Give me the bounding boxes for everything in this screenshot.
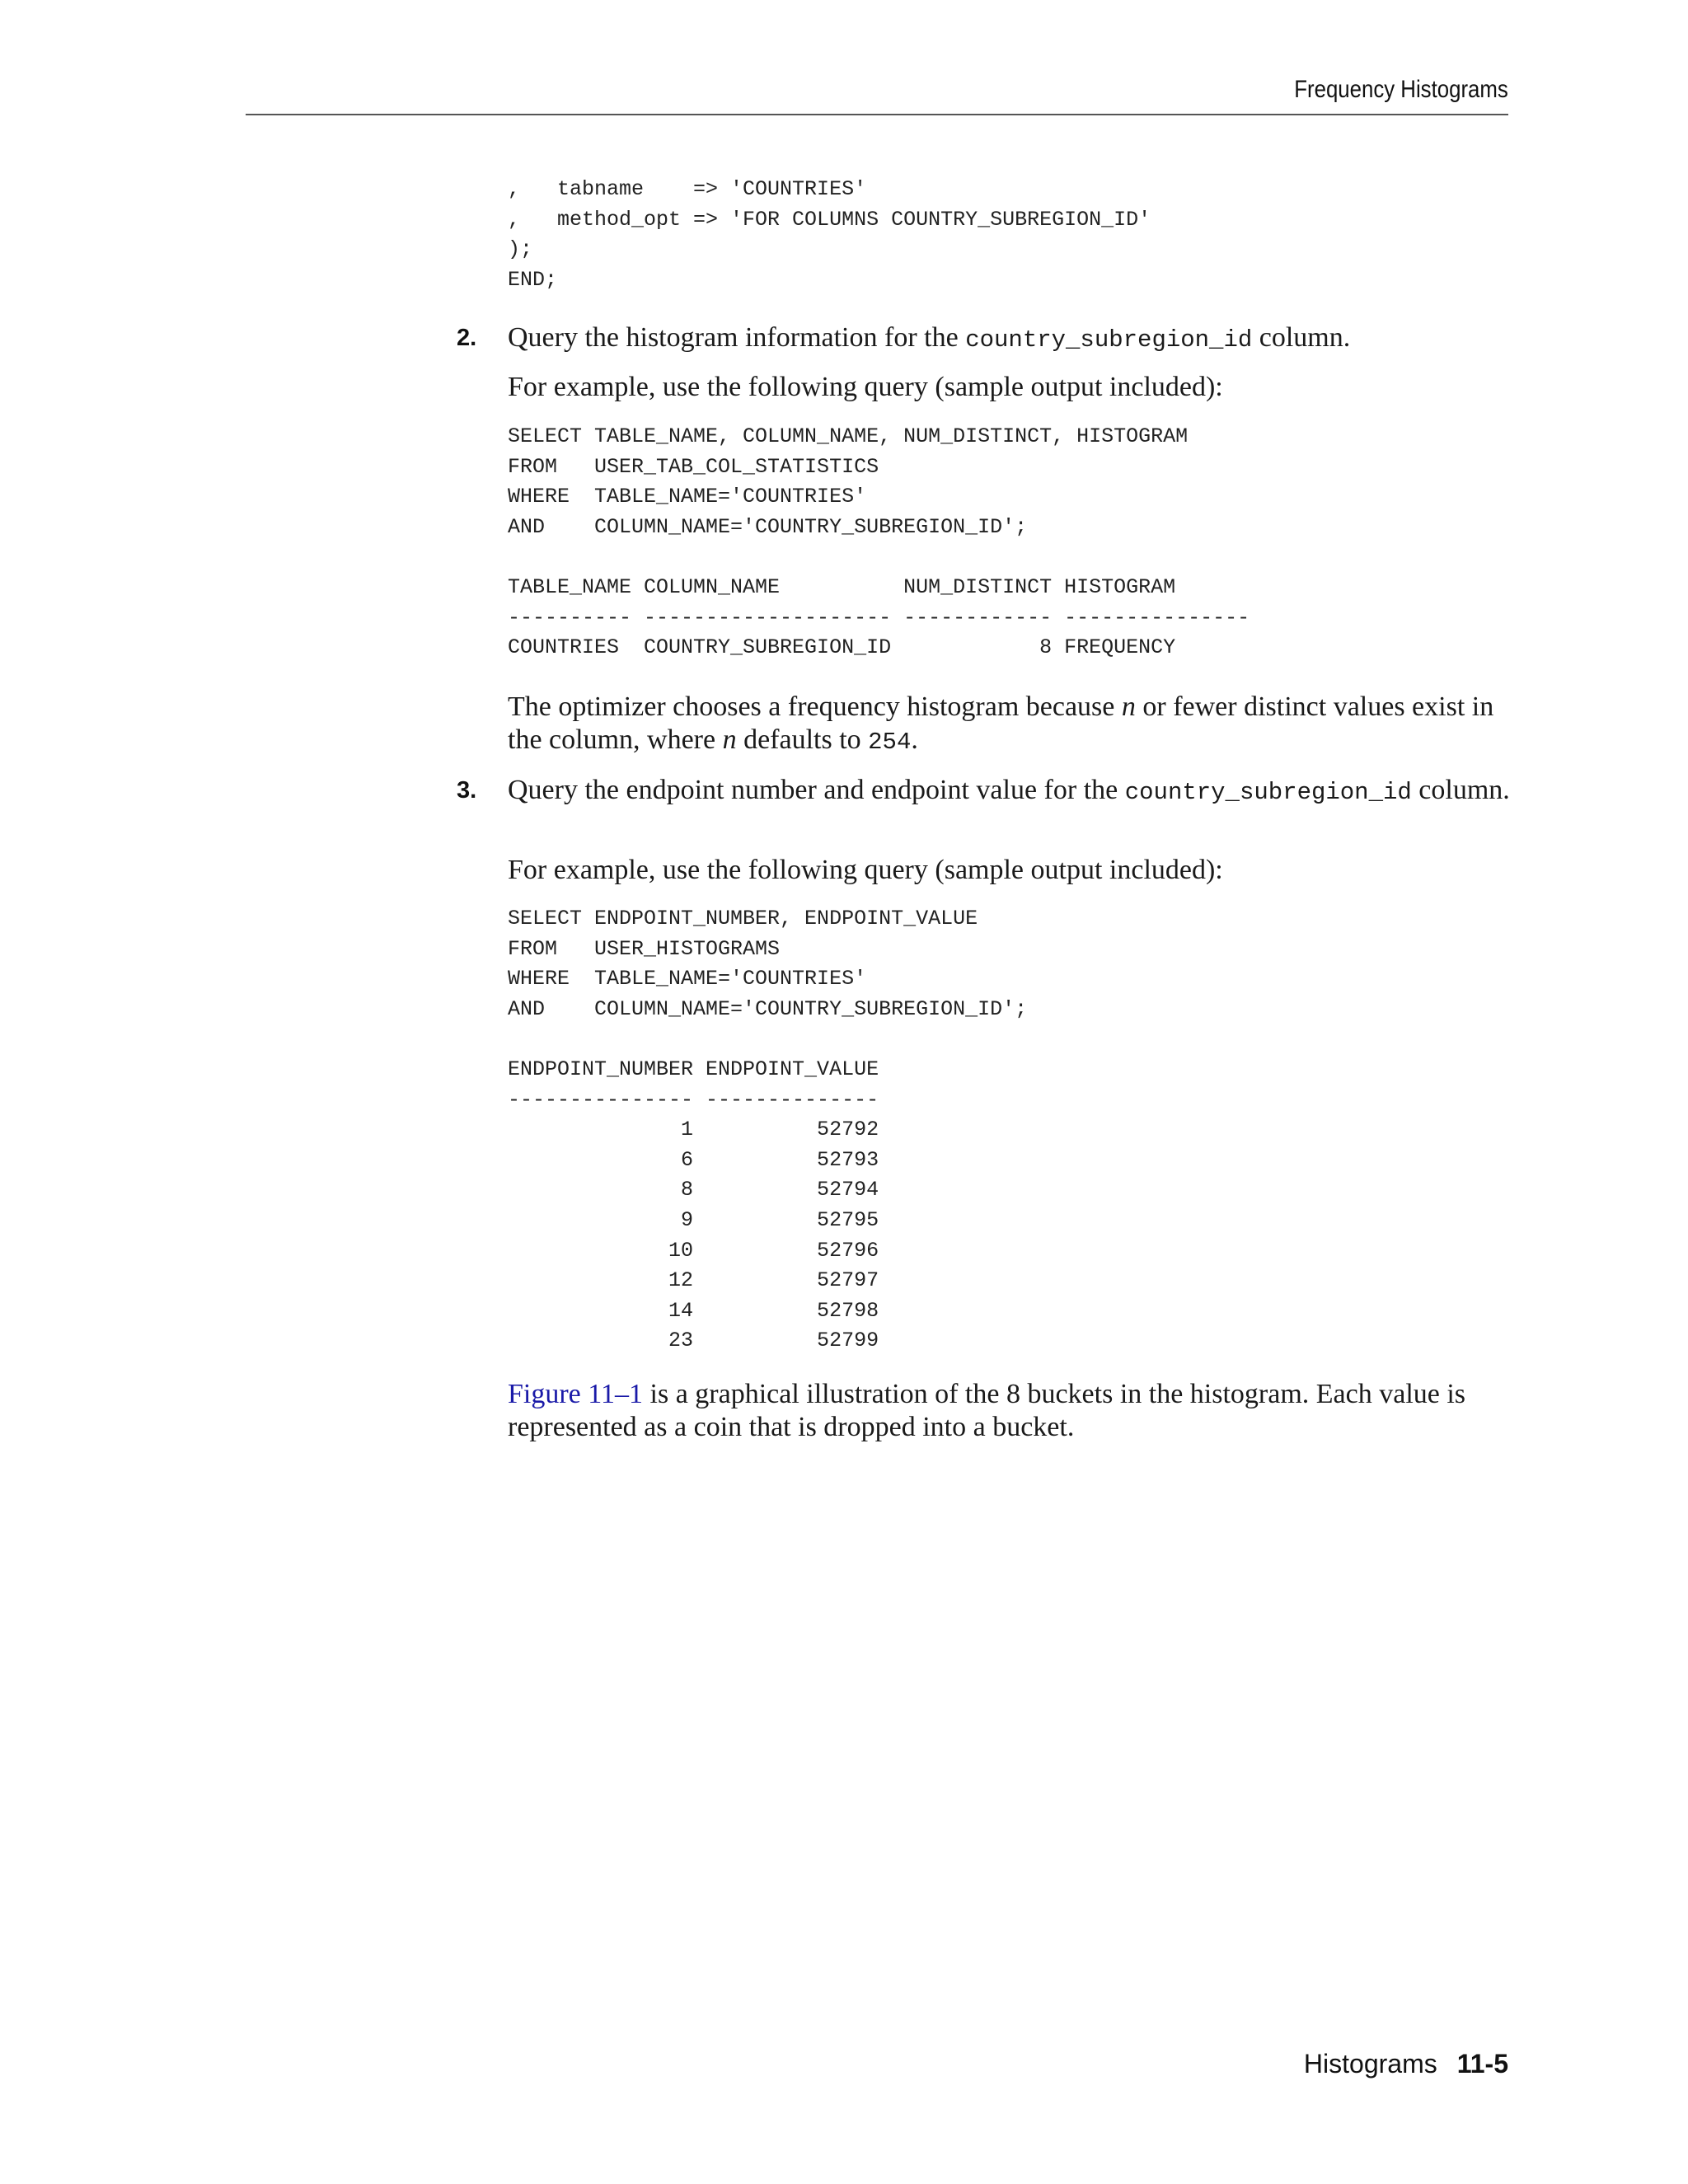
step-2-explanation [508, 691, 1513, 759]
explanation-code-254: 254 [868, 729, 912, 756]
step-2-instruction [508, 321, 1513, 357]
page-footer [1304, 2049, 1508, 2079]
figure-11-1-link[interactable]: Figure 11–1 [508, 1379, 644, 1409]
footer-section: Histograms [1303, 2049, 1437, 2079]
step-3-number: 3. [457, 777, 477, 804]
explanation-part-1: The optimizer chooses a frequency histogram because [508, 691, 1122, 722]
explanation-n-2: n [722, 724, 737, 755]
running-header [246, 73, 1508, 115]
explanation-n-1: n [1121, 691, 1136, 722]
step-2-text-before: Query the histogram information for the [508, 322, 966, 353]
step-3-instruction [508, 774, 1513, 809]
explanation-part-3: defaults to [736, 724, 869, 755]
step-2-code-term: country_subregion_id [965, 326, 1253, 354]
code-block-gather-stats-end: , tabname => 'COUNTRIES' , method_opt => 'FOR COLUMNS COUNTRY_SUBREGION_ID' ); END; [508, 177, 1151, 292]
code-block-histogram-query: SELECT TABLE_NAME, COLUMN_NAME, NUM_DISTINCT, HISTOGRAM FROM USER_TAB_COL_STATISTICS WHERE TABLE_NAME='COUNTRIES' AND COLUMN_NAME='COUNTRY_SUBREGION_ID'; TABLE_NAME COLUMN_NAME NUM_DISTINCT HISTOGRAM ---------- -------------------- ------------ --------------- COUNTRIES COUNTRY_SUBREGION_ID 8 FREQUENCY [508, 424, 1250, 660]
explanation-part-2: or fewer distinct values exist in the column, where [508, 691, 1494, 755]
code-block-endpoint-query: SELECT ENDPOINT_NUMBER, ENDPOINT_VALUE FROM USER_HISTOGRAMS WHERE TABLE_NAME='COUNTRIES' AND COLUMN_NAME='COUNTRY_SUBREGION_ID'; ENDPOINT_NUMBER ENDPOINT_VALUE --------------- -------------- 1 52792 6 52793 8 52794 9 52795 10 52796 12 52797 14 52798 23 52799 [508, 907, 1028, 1353]
step-2-example-intro: For example, use the following query (sample output included): [508, 372, 1223, 402]
step-3-code-term: country_subregion_id [1124, 779, 1412, 806]
step-3-text-after: column. [1411, 775, 1510, 805]
step-2-text-after: column. [1252, 322, 1351, 353]
figure-description: is a graphical illustration of the 8 buckets in the histogram. Each value is represented as a coin that is dropped into a bucket. [508, 1379, 1466, 1442]
page-number: 11-5 [1456, 2049, 1508, 2079]
step-3-text-before: Query the endpoint number and endpoint value for the [508, 775, 1125, 805]
figure-reference-paragraph [508, 1378, 1513, 1444]
header-title: Frequency Histograms [1294, 76, 1508, 103]
explanation-part-4: . [911, 724, 918, 755]
step-2-number: 2. [457, 325, 477, 351]
step-3-example-intro: For example, use the following query (sample output included): [508, 855, 1223, 885]
